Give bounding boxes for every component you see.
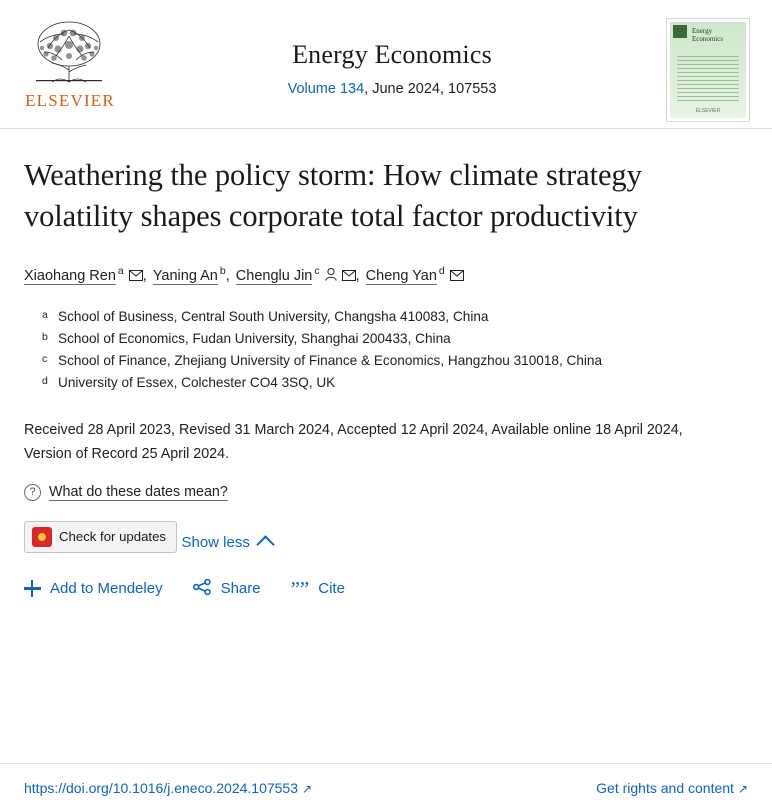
dates-help-row [24,484,748,501]
doi-text: https://doi.org/10.1016/j.eneco.2024.107553 [24,780,298,796]
plus-icon [24,580,41,597]
add-to-mendeley-label: Add to Mendeley [50,580,163,598]
author-affiliation-marker: b [219,265,226,277]
doi-link[interactable] [24,780,312,796]
author-name[interactable]: Yaning An [152,267,218,284]
elsevier-tree-icon [22,18,116,90]
affiliation-marker: a [42,308,48,321]
show-less-button[interactable] [181,534,271,551]
external-link-icon: ↗ [737,782,748,796]
journal-info [118,14,666,97]
page-title: Weathering the policy storm: How climate strategy volatility shapes corporate total factor productivity [24,158,642,233]
elsevier-logo[interactable] [22,14,118,111]
journal-cover-art [670,22,746,118]
envelope-icon[interactable] [450,270,464,281]
author-list [24,259,748,288]
rights-text: Get rights and content [596,780,734,796]
envelope-icon[interactable] [342,270,356,281]
article-actions [24,576,748,601]
author-separator: , [225,267,234,284]
author-affiliation-marker: d [438,265,445,277]
publication-dates: Received 28 April 2023, Revised 31 March 2024, Accepted 12 April 2024, Available online 18 April 2024, Version of Record 25 April 2024. [24,421,683,462]
journal-header [0,0,772,128]
author-affiliation-marker: c [314,265,320,277]
author-separator: , [355,267,364,284]
author-entry [235,265,356,284]
quote-icon: ”” [290,576,310,601]
affiliation-marker: c [42,352,48,365]
author-name[interactable]: Xiaohang Ren [24,267,116,284]
journal-title: Energy Economics [292,40,492,69]
cover-title: Energy Economics [692,27,724,43]
author-name[interactable]: Chenglu Jin [235,267,313,284]
add-to-mendeley-button[interactable] [24,580,163,597]
journal-volume-line [118,81,666,97]
cite-button[interactable] [290,576,345,601]
author-name[interactable]: Cheng Yan [365,267,437,284]
affiliation-item [42,306,748,328]
affiliation-marker: d [42,374,48,387]
author-entry [365,265,464,284]
check-for-updates-button[interactable] [24,521,177,553]
author-entry [152,265,226,284]
person-icon[interactable] [325,268,337,281]
journal-cover-thumbnail[interactable] [666,18,750,122]
affiliation-item [42,350,748,372]
external-link-icon: ↗ [302,782,313,796]
cover-band [673,25,687,38]
envelope-icon[interactable] [129,270,143,281]
elsevier-wordmark: ELSEVIER [25,91,115,110]
affiliation-text: School of Economics, Fudan University, Shanghai 200433, China [58,330,451,346]
get-rights-and-content-link[interactable] [596,780,748,796]
cover-imprint: ELSEVIER [695,108,721,114]
share-icon [193,579,212,599]
affiliation-text: School of Finance, Zhejiang University of Finance & Economics, Hangzhou 310018, China [58,352,603,368]
affiliation-item [42,328,748,350]
cite-label: Cite [318,580,345,598]
cover-text-lines [677,56,739,104]
affiliation-text: School of Business, Central South University, Changsha 410083, China [58,308,489,324]
volume-link[interactable]: Volume 134 [287,81,365,97]
show-less-label: Show less [181,533,250,551]
question-mark-icon: ? [24,484,41,501]
share-label: Share [220,580,261,598]
affiliation-item [42,372,748,394]
article-content [0,129,772,599]
crossmark-icon [32,527,52,547]
issue-info: , June 2024, 107553 [364,81,497,97]
author-affiliation-marker: a [117,265,124,277]
affiliation-list [24,306,748,394]
share-button[interactable] [193,579,261,599]
author-separator: , [142,267,151,284]
affiliation-text: University of Essex, Colchester CO4 3SQ, UK [58,374,336,390]
chevron-up-icon [256,535,274,553]
author-entry [24,265,143,284]
footer-divider [0,763,772,764]
check-for-updates-label: Check for updates [59,529,167,545]
article-footer [0,780,772,796]
affiliation-marker: b [42,330,48,343]
what-do-these-dates-mean-link[interactable]: What do these dates mean? [49,483,228,500]
